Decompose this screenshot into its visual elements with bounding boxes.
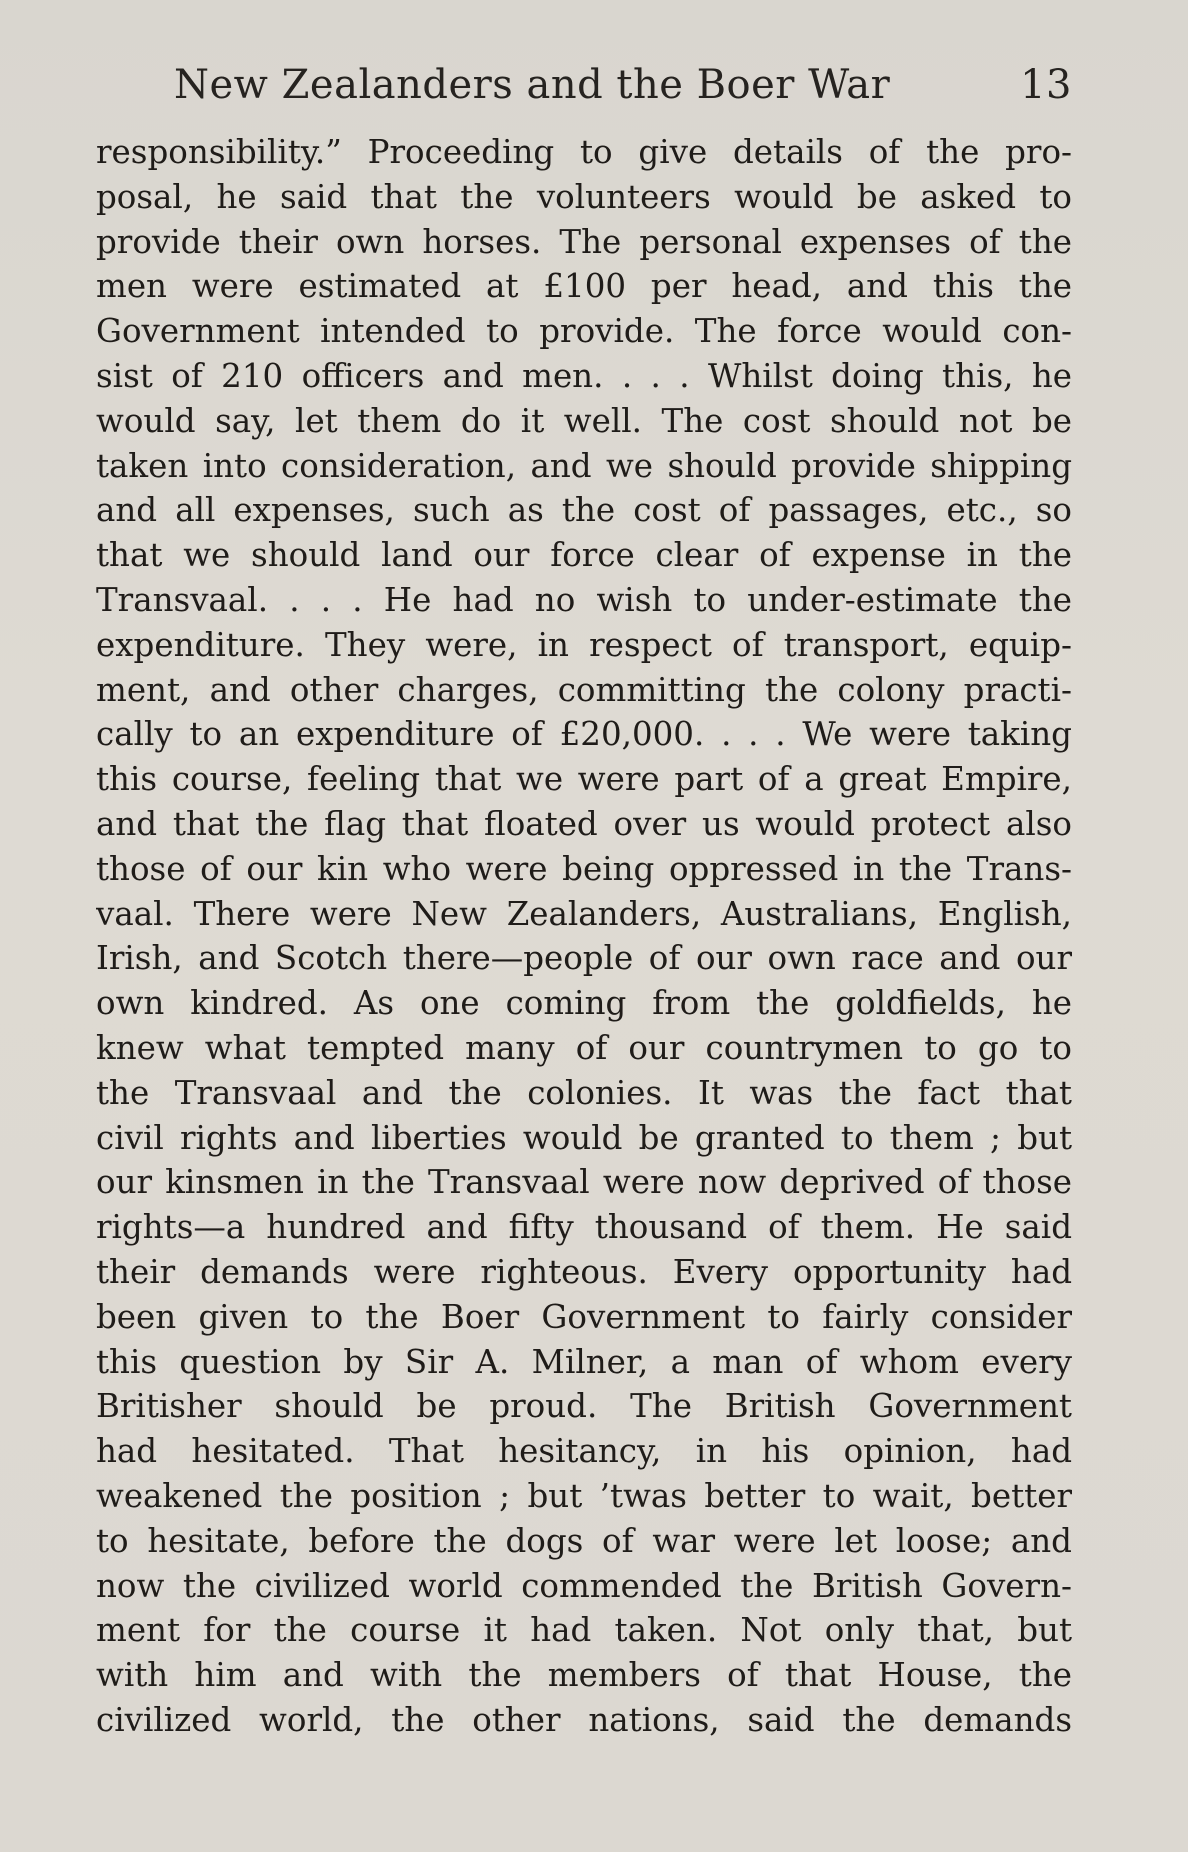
text-line: that we should land our force clear of expense in the [96,536,1072,575]
text-line: this course, feeling that we were part of a great Empire, [96,760,1072,799]
text-line: ment, and other charges, committing the colony practi- [96,670,1072,709]
running-head [96,60,1072,110]
text-line: responsibility.” Proceeding to give details of the pro- [96,133,1072,171]
text-line: and all expenses, such as the cost of passages, etc., so [96,491,1072,530]
text-line: men were estimated at £100 per head, and this the [96,267,1072,306]
text-line: rights—a hundred and fifty thousand of them. He said [96,1208,1072,1247]
text-line: vaal. There were New Zealanders, Australians, English, [96,894,1072,933]
text-line: cally to an expenditure of £20,000. . . . We were taking [96,715,1072,754]
running-title: New Zealanders and the Boer War [174,62,891,108]
text-line: to hesitate, before the dogs of war were let loose; and [96,1521,1072,1560]
text-line: Britisher should be proud. The British Government [96,1387,1072,1426]
text-line: provide their own horses. The personal expenses of the [96,222,1072,261]
text-line: own kindred. As one coming from the goldfields, he [96,984,1072,1023]
text-line: taken into consideration, and we should provide shipping [96,446,1072,485]
text-line: with him and with the members of that House, the [96,1656,1072,1695]
page-number: 13 [1020,62,1072,108]
body-text [96,130,1072,1743]
text-line: their demands were righteous. Every opportunity had [96,1252,1072,1291]
text-line: and that the flag that floated over us would protect also [96,804,1072,843]
text-line: had hesitated. That hesitancy, in his opinion, had [96,1432,1072,1471]
text-line: Transvaal. . . . He had no wish to under-estimate the [96,580,1072,619]
text-line: now the civilized world commended the British Govern- [96,1566,1072,1605]
text-line: those of our kin who were being oppressed in the Trans- [96,849,1072,888]
text-line: weakened the position ; but ’twas better to wait, better [96,1476,1072,1515]
text-line: this question by Sir A. Milner, a man of whom every [96,1342,1072,1381]
text-line: sist of 210 officers and men. . . . Whilst doing this, he [96,356,1072,395]
text-line: would say, let them do it well. The cost should not be [96,401,1072,440]
text-line: civil rights and liberties would be granted to them ; but [96,1118,1072,1157]
text-line: Irish, and Scotch there—people of our own race and our [96,939,1072,978]
text-line: our kinsmen in the Transvaal were now deprived of those [96,1163,1072,1202]
text-line: expenditure. They were, in respect of transport, equip- [96,625,1072,664]
text-line: Government intended to provide. The force would con- [96,312,1072,351]
text-line: the Transvaal and the colonies. It was the fact that [96,1073,1072,1112]
text-line: posal, he said that the volunteers would be asked to [96,177,1072,216]
text-line: knew what tempted many of our countrymen to go to [96,1028,1072,1067]
text-line: civilized world, the other nations, said the demands [96,1700,1072,1739]
text-line: ment for the course it had taken. Not only that, but [96,1611,1072,1650]
text-line: been given to the Boer Government to fairly consider [96,1297,1072,1336]
